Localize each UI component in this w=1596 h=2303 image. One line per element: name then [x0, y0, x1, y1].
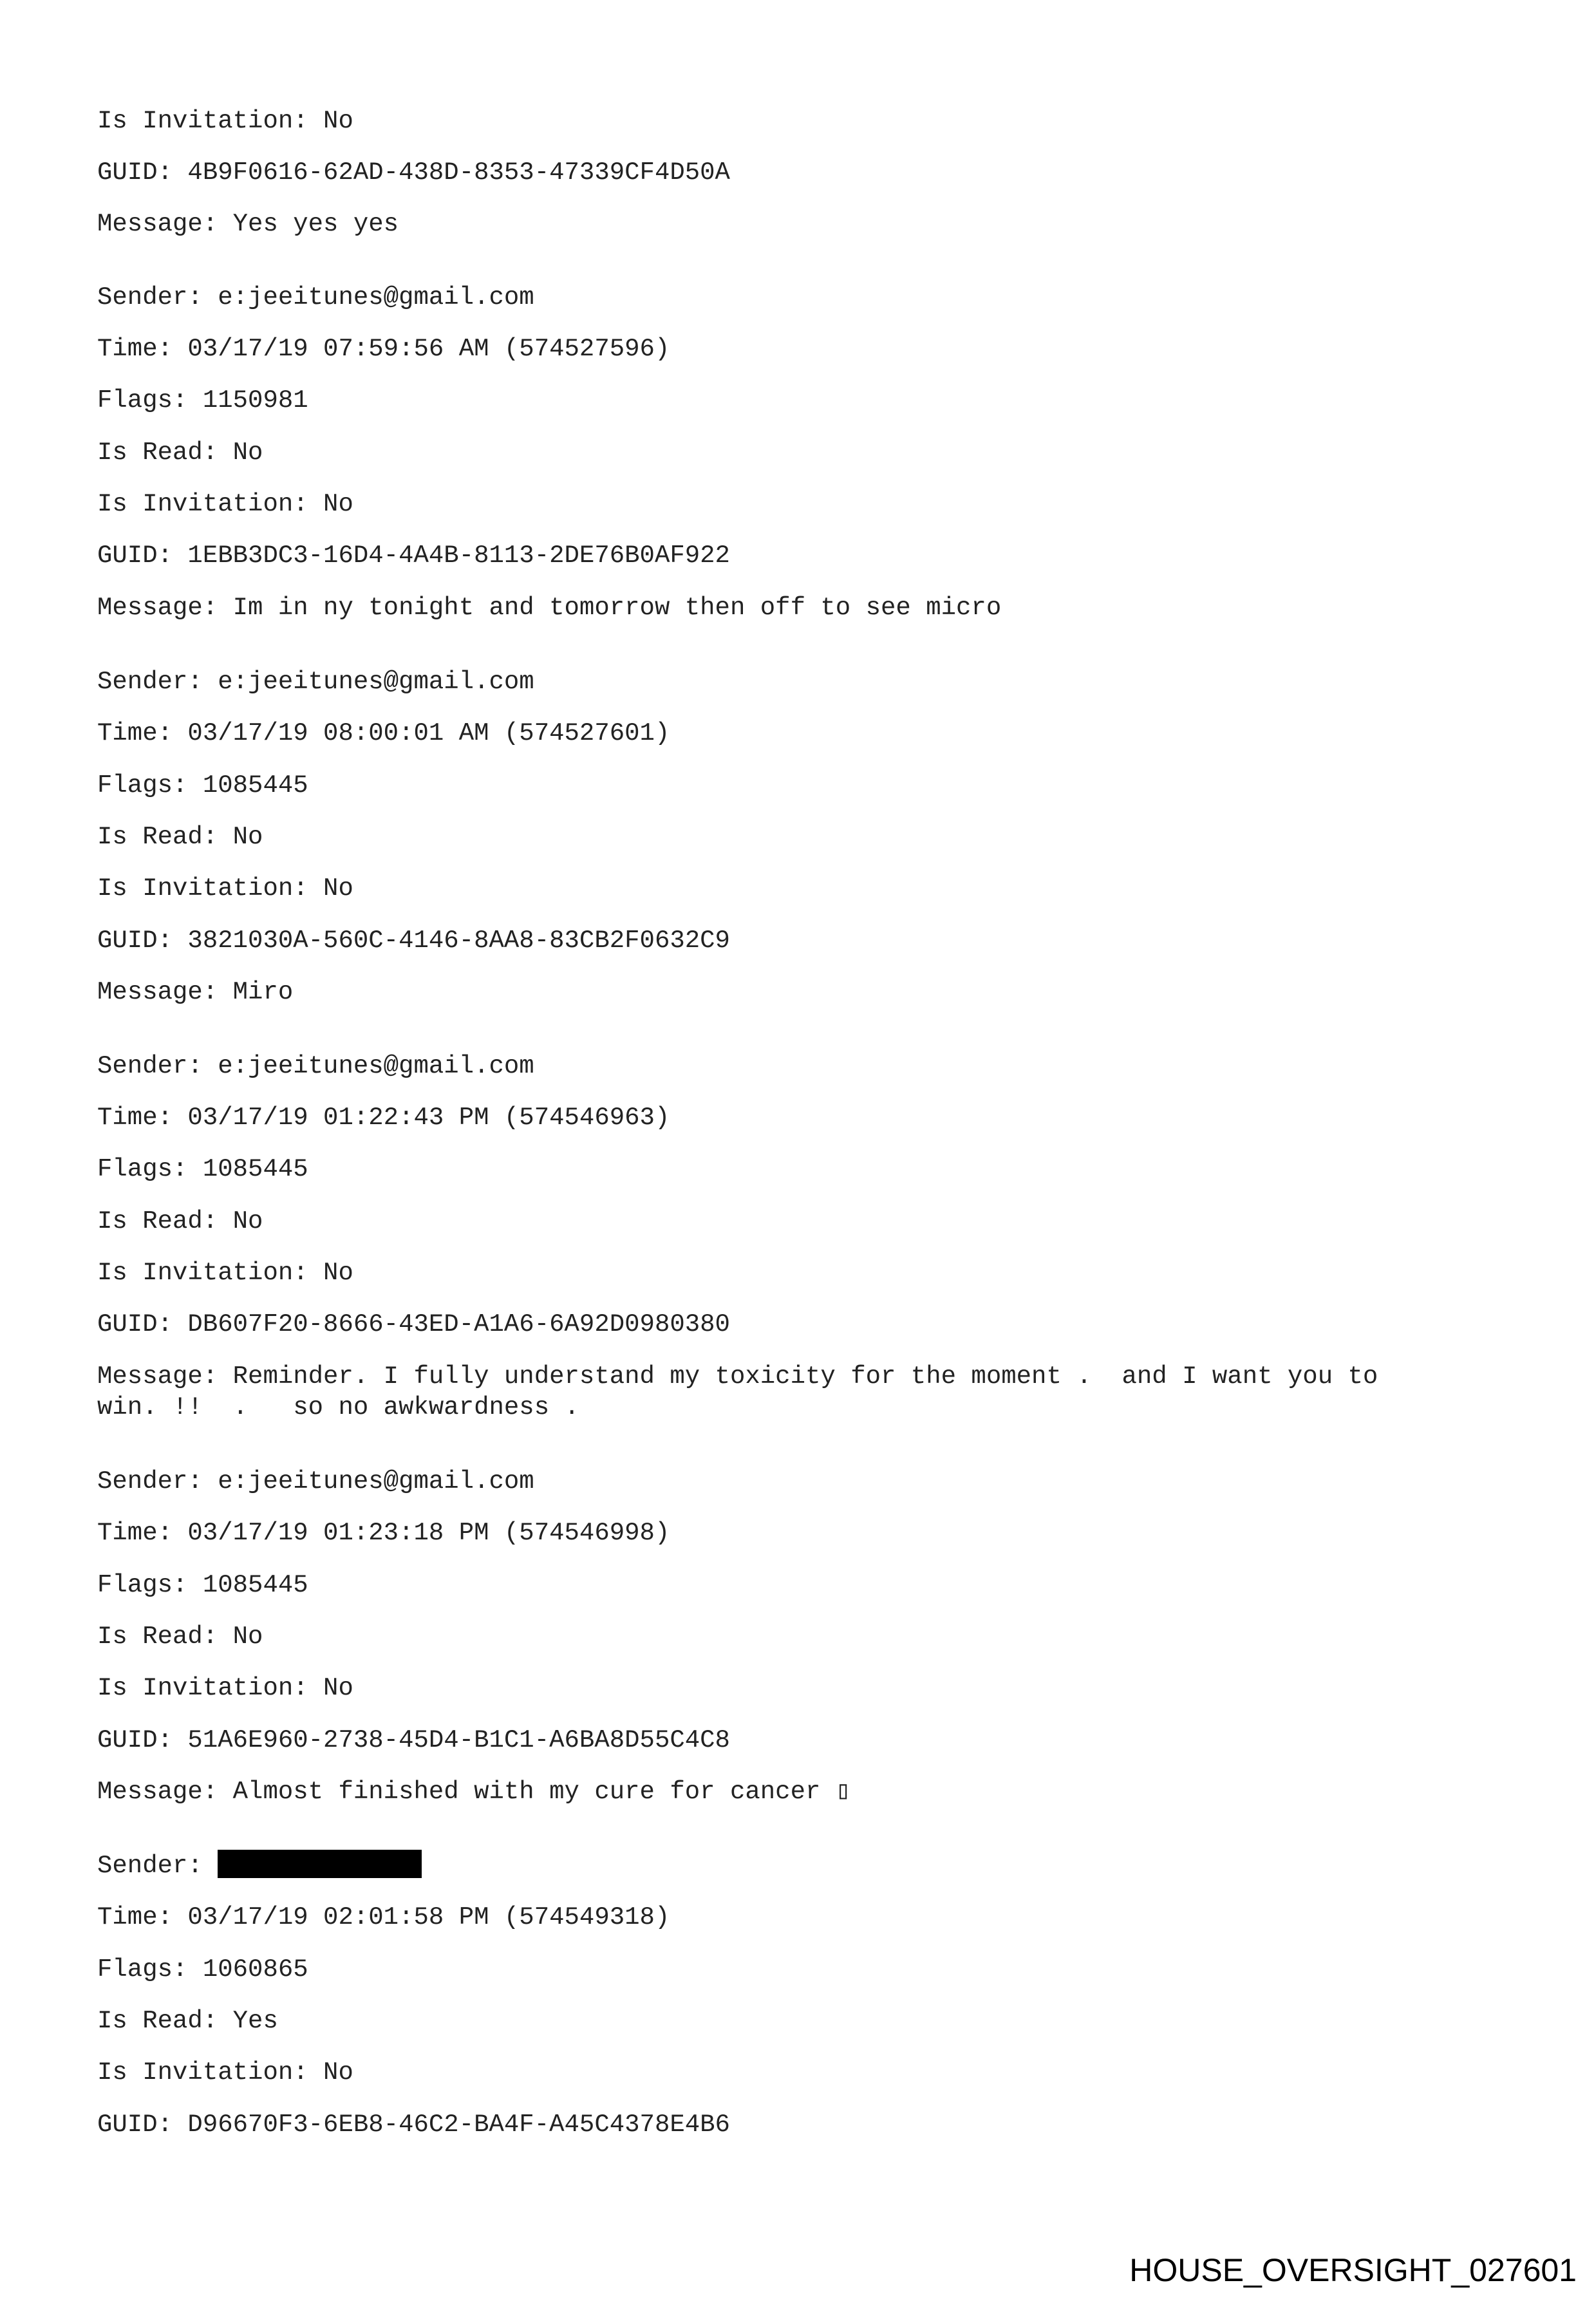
- text-line: GUID: 51A6E960-2738-45D4-B1C1-A6BA8D55C4C8: [97, 1726, 730, 1754]
- text-line: Is Read: No: [97, 823, 263, 851]
- bates-number: HOUSE_OVERSIGHT_027601: [1129, 2252, 1577, 2288]
- text-line: win. !! . so no awkwardness .: [97, 1393, 579, 1422]
- text-line: Sender: e:jeeitunes@gmail.com: [97, 1467, 534, 1496]
- text-line: Sender: e:jeeitunes@gmail.com: [97, 668, 534, 696]
- text-line: Time: 03/17/19 01:22:43 PM (574546963): [97, 1104, 670, 1132]
- text-line: Is Invitation: No: [97, 1674, 353, 1702]
- text-line: Flags: 1060865: [97, 1955, 308, 1984]
- text-line: Is Read: No: [97, 1207, 263, 1236]
- text-line: Is Read: Yes: [97, 2007, 278, 2035]
- text-line: Is Invitation: No: [97, 490, 353, 518]
- text-line: Message: Almost finished with my cure for cancer ▯: [97, 1778, 851, 1806]
- text-line: Is Read: No: [97, 1622, 263, 1651]
- text-line: Time: 03/17/19 07:59:56 AM (574527596): [97, 335, 670, 363]
- text-line: Is Invitation: No: [97, 1259, 353, 1287]
- sender-line: [97, 1850, 422, 1881]
- text-line: Flags: 1085445: [97, 1155, 308, 1183]
- text-line: Is Invitation: No: [97, 2058, 353, 2087]
- text-line: Time: 03/17/19 01:23:18 PM (574546998): [97, 1519, 670, 1547]
- text-line: Message: Miro: [97, 978, 294, 1006]
- text-line: GUID: 4B9F0616-62AD-438D-8353-47339CF4D50A: [97, 158, 730, 187]
- text-line: Message: Im in ny tonight and tomorrow then off to see micro: [97, 594, 1002, 622]
- text-line: Is Invitation: No: [97, 874, 353, 903]
- text-line: Message: Reminder. I fully understand my toxicity for the moment . and I want you to: [97, 1362, 1378, 1391]
- text-line: Is Read: No: [97, 438, 263, 467]
- text-line: Time: 03/17/19 08:00:01 AM (574527601): [97, 719, 670, 747]
- text-line: Message: Yes yes yes: [97, 210, 399, 238]
- text-line: Sender: e:jeeitunes@gmail.com: [97, 283, 534, 312]
- text-line: Is Invitation: No: [97, 107, 353, 135]
- text-line: GUID: 3821030A-560C-4146-8AA8-83CB2F0632C9: [97, 926, 730, 955]
- text-line: Flags: 1085445: [97, 771, 308, 800]
- sender-label: Sender:: [97, 1852, 218, 1880]
- text-line: Flags: 1150981: [97, 386, 308, 415]
- redaction-box: [218, 1850, 422, 1878]
- text-line: Flags: 1085445: [97, 1571, 308, 1599]
- text-line: GUID: DB607F20-8666-43ED-A1A6-6A92D0980380: [97, 1310, 730, 1339]
- text-line: GUID: 1EBB3DC3-16D4-4A4B-8113-2DE76B0AF922: [97, 541, 730, 570]
- text-line: Sender: e:jeeitunes@gmail.com: [97, 1052, 534, 1080]
- text-line: Time: 03/17/19 02:01:58 PM (574549318): [97, 1903, 670, 1932]
- text-line: GUID: D96670F3-6EB8-46C2-BA4F-A45C4378E4B6: [97, 2110, 730, 2139]
